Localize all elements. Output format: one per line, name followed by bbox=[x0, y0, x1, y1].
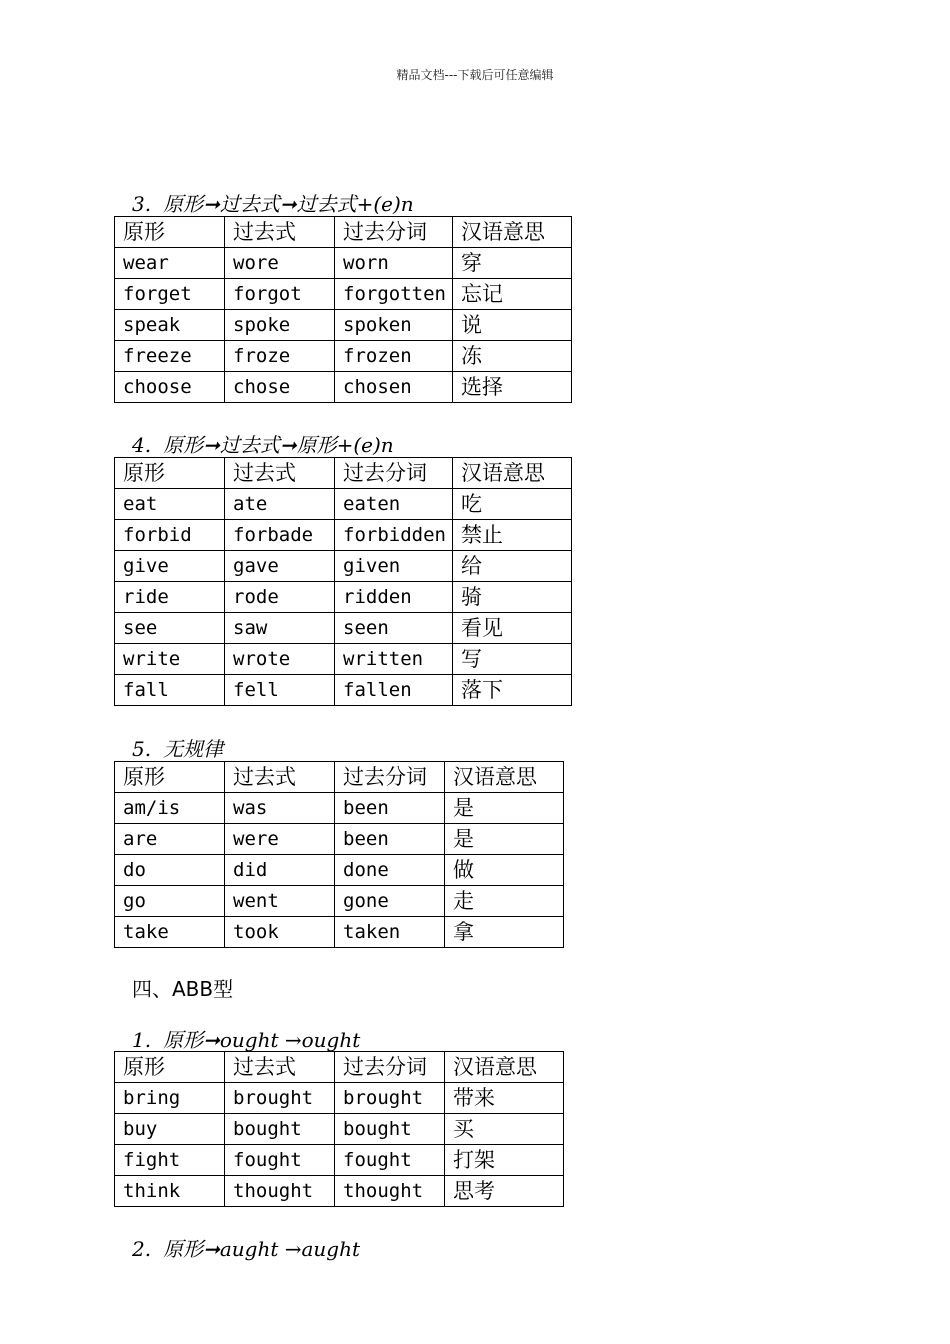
column-header-chinese-meaning: 汉语意思 bbox=[445, 1052, 564, 1083]
verb-table-3 bbox=[114, 216, 572, 403]
cell-base-form: freeze bbox=[115, 341, 225, 372]
cell-past-participle: done bbox=[335, 855, 445, 886]
section-number: 2. bbox=[132, 1237, 152, 1261]
cell-chinese-meaning: 看见 bbox=[453, 613, 572, 644]
cell-chinese-meaning: 冻 bbox=[453, 341, 572, 372]
cell-base-form: forget bbox=[115, 279, 225, 310]
cell-past-tense: rode bbox=[225, 582, 335, 613]
section-heading-abb-2 bbox=[132, 1237, 360, 1261]
cell-past-participle: bought bbox=[335, 1114, 445, 1145]
cell-base-form: are bbox=[115, 824, 225, 855]
cell-past-participle: fought bbox=[335, 1145, 445, 1176]
cell-chinese-meaning: 忘记 bbox=[453, 279, 572, 310]
table-row bbox=[115, 341, 572, 372]
section-number: 1. bbox=[132, 1028, 152, 1052]
cell-past-participle: forgotten bbox=[335, 279, 453, 310]
section-number: 4. bbox=[132, 433, 152, 457]
cell-past-participle: gone bbox=[335, 886, 445, 917]
section-title: 原形➞ought →ought bbox=[163, 1028, 361, 1052]
table-row bbox=[115, 793, 564, 824]
cell-past-tense: was bbox=[225, 793, 335, 824]
section-four-title: 四、ABB型 bbox=[132, 977, 234, 1001]
verb-table-abb-1 bbox=[114, 1051, 564, 1207]
cell-chinese-meaning: 落下 bbox=[453, 675, 572, 706]
cell-past-participle: been bbox=[335, 824, 445, 855]
table-header-row bbox=[115, 1052, 564, 1083]
cell-base-form: choose bbox=[115, 372, 225, 403]
column-header-past-tense: 过去式 bbox=[225, 458, 335, 489]
column-header-past-tense: 过去式 bbox=[225, 1052, 335, 1083]
cell-past-participle: thought bbox=[335, 1176, 445, 1207]
cell-past-participle: spoken bbox=[335, 310, 453, 341]
cell-past-participle: ridden bbox=[335, 582, 453, 613]
cell-past-participle: brought bbox=[335, 1083, 445, 1114]
column-header-base-form: 原形 bbox=[115, 458, 225, 489]
section-number: 3. bbox=[132, 192, 152, 216]
cell-chinese-meaning: 写 bbox=[453, 644, 572, 675]
column-header-past-participle: 过去分词 bbox=[335, 1052, 445, 1083]
cell-past-tense: forgot bbox=[225, 279, 335, 310]
cell-past-tense: chose bbox=[225, 372, 335, 403]
page-header: 精品文档---下载后可任意编辑 bbox=[396, 68, 554, 82]
table-row bbox=[115, 644, 572, 675]
cell-chinese-meaning: 骑 bbox=[453, 582, 572, 613]
cell-base-form: bring bbox=[115, 1083, 225, 1114]
cell-past-participle: fallen bbox=[335, 675, 453, 706]
section-title: 无规律 bbox=[163, 737, 224, 761]
cell-chinese-meaning: 打架 bbox=[445, 1145, 564, 1176]
cell-past-tense: took bbox=[225, 917, 335, 948]
cell-chinese-meaning: 穿 bbox=[453, 248, 572, 279]
cell-base-form: wear bbox=[115, 248, 225, 279]
column-header-past-participle: 过去分词 bbox=[335, 762, 445, 793]
cell-past-participle: chosen bbox=[335, 372, 453, 403]
cell-base-form: think bbox=[115, 1176, 225, 1207]
column-header-past-tense: 过去式 bbox=[225, 217, 335, 248]
cell-base-form: take bbox=[115, 917, 225, 948]
cell-chinese-meaning: 走 bbox=[445, 886, 564, 917]
cell-chinese-meaning: 说 bbox=[453, 310, 572, 341]
cell-chinese-meaning: 是 bbox=[445, 793, 564, 824]
cell-chinese-meaning: 思考 bbox=[445, 1176, 564, 1207]
section-number: 5. bbox=[132, 737, 152, 761]
cell-past-tense: spoke bbox=[225, 310, 335, 341]
section-heading-3 bbox=[132, 192, 414, 216]
cell-base-form: fight bbox=[115, 1145, 225, 1176]
cell-past-tense: did bbox=[225, 855, 335, 886]
table-row bbox=[115, 279, 572, 310]
column-header-past-participle: 过去分词 bbox=[335, 217, 453, 248]
column-header-base-form: 原形 bbox=[115, 217, 225, 248]
section-title: 原形➞过去式➞原形+(e)n bbox=[163, 433, 394, 457]
column-header-base-form: 原形 bbox=[115, 762, 225, 793]
cell-base-form: speak bbox=[115, 310, 225, 341]
table-header-row bbox=[115, 217, 572, 248]
column-header-base-form: 原形 bbox=[115, 1052, 225, 1083]
cell-past-tense: forbade bbox=[225, 520, 335, 551]
cell-past-participle: taken bbox=[335, 917, 445, 948]
cell-past-tense: saw bbox=[225, 613, 335, 644]
cell-past-participle: eaten bbox=[335, 489, 453, 520]
cell-past-tense: bought bbox=[225, 1114, 335, 1145]
table-row bbox=[115, 824, 564, 855]
table-row bbox=[115, 520, 572, 551]
cell-base-form: see bbox=[115, 613, 225, 644]
cell-past-participle: seen bbox=[335, 613, 453, 644]
cell-chinese-meaning: 是 bbox=[445, 824, 564, 855]
table-row bbox=[115, 551, 572, 582]
table-row bbox=[115, 1145, 564, 1176]
table-header-row bbox=[115, 458, 572, 489]
table-row bbox=[115, 582, 572, 613]
table-row bbox=[115, 855, 564, 886]
verb-table-5 bbox=[114, 761, 564, 948]
cell-base-form: do bbox=[115, 855, 225, 886]
table-row bbox=[115, 675, 572, 706]
table-header-row bbox=[115, 762, 564, 793]
cell-chinese-meaning: 买 bbox=[445, 1114, 564, 1145]
table-row bbox=[115, 886, 564, 917]
cell-past-tense: brought bbox=[225, 1083, 335, 1114]
column-header-chinese-meaning: 汉语意思 bbox=[453, 458, 572, 489]
table-row bbox=[115, 1083, 564, 1114]
cell-past-tense: ate bbox=[225, 489, 335, 520]
cell-base-form: write bbox=[115, 644, 225, 675]
column-header-past-tense: 过去式 bbox=[225, 762, 335, 793]
cell-base-form: eat bbox=[115, 489, 225, 520]
cell-base-form: am/is bbox=[115, 793, 225, 824]
cell-past-tense: gave bbox=[225, 551, 335, 582]
column-header-chinese-meaning: 汉语意思 bbox=[453, 217, 572, 248]
column-header-chinese-meaning: 汉语意思 bbox=[445, 762, 564, 793]
cell-past-tense: went bbox=[225, 886, 335, 917]
cell-chinese-meaning: 做 bbox=[445, 855, 564, 886]
section-title: 原形➞过去式➞过去式+(e)n bbox=[163, 192, 414, 216]
cell-chinese-meaning: 选择 bbox=[453, 372, 572, 403]
table-row bbox=[115, 372, 572, 403]
cell-base-form: fall bbox=[115, 675, 225, 706]
table-row bbox=[115, 917, 564, 948]
section-heading-5 bbox=[132, 737, 223, 761]
table-row bbox=[115, 489, 572, 520]
section-heading-4 bbox=[132, 433, 394, 457]
cell-base-form: buy bbox=[115, 1114, 225, 1145]
section-title: 原形➞aught →aught bbox=[163, 1237, 361, 1261]
cell-past-participle: frozen bbox=[335, 341, 453, 372]
cell-past-tense: thought bbox=[225, 1176, 335, 1207]
cell-past-tense: fell bbox=[225, 675, 335, 706]
table-row bbox=[115, 613, 572, 644]
cell-past-tense: fought bbox=[225, 1145, 335, 1176]
cell-past-participle: forbidden bbox=[335, 520, 453, 551]
column-header-past-participle: 过去分词 bbox=[335, 458, 453, 489]
table-row bbox=[115, 310, 572, 341]
cell-past-tense: froze bbox=[225, 341, 335, 372]
table-row bbox=[115, 248, 572, 279]
cell-chinese-meaning: 禁止 bbox=[453, 520, 572, 551]
cell-base-form: ride bbox=[115, 582, 225, 613]
cell-past-tense: were bbox=[225, 824, 335, 855]
cell-past-participle: given bbox=[335, 551, 453, 582]
cell-past-participle: written bbox=[335, 644, 453, 675]
cell-past-participle: been bbox=[335, 793, 445, 824]
cell-past-tense: wrote bbox=[225, 644, 335, 675]
cell-base-form: go bbox=[115, 886, 225, 917]
cell-past-tense: wore bbox=[225, 248, 335, 279]
table-row bbox=[115, 1114, 564, 1145]
cell-chinese-meaning: 拿 bbox=[445, 917, 564, 948]
section-heading-abb-1 bbox=[132, 1028, 360, 1052]
cell-chinese-meaning: 给 bbox=[453, 551, 572, 582]
cell-base-form: give bbox=[115, 551, 225, 582]
verb-table-4 bbox=[114, 457, 572, 706]
cell-chinese-meaning: 带来 bbox=[445, 1083, 564, 1114]
cell-past-participle: worn bbox=[335, 248, 453, 279]
table-row bbox=[115, 1176, 564, 1207]
cell-chinese-meaning: 吃 bbox=[453, 489, 572, 520]
cell-base-form: forbid bbox=[115, 520, 225, 551]
